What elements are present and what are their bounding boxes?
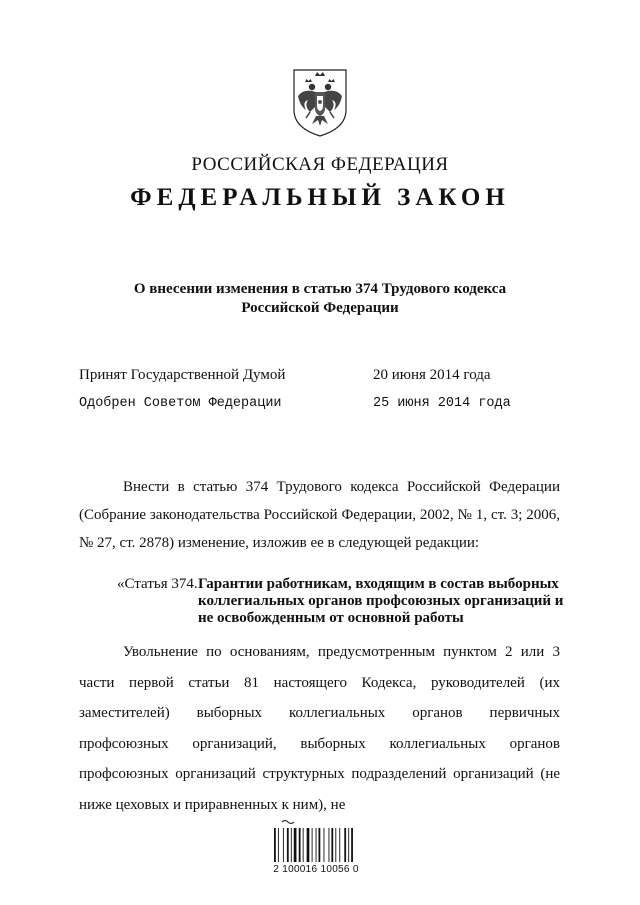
law-title: О внесении изменения в статью 374 Трудового кодекса Российской Федерации	[133, 281, 507, 316]
country-heading: РОССИЙСКАЯ ФЕДЕРАЦИЯ	[191, 154, 449, 175]
article-heading	[117, 576, 577, 627]
article-title: Гарантии работникам, входящим в состав выборных коллегиальных органов профсоюзных организаций и не освобожденным от основной работы	[198, 576, 564, 626]
intro-paragraph: Внести в статью 374 Трудового кодекса Российской Федерации (Собрание законодательства Российской Федерации, 2002, № 1, ст. 3; 2006, № 27, ст. 2878) изменение, изложив ее в следующей редакции:	[79, 479, 560, 551]
article-number: «Статья 374.	[117, 576, 198, 592]
coat-of-arms-icon	[290, 66, 350, 138]
article-paragraph: Увольнение по основаниям, предусмотренным пунктом 2 или 3 части первой статьи 81 настоящего Кодекса, руководителей (их заместителей) выборных коллегиальных органов первичных профсоюзных организаций, выборных коллегиальных органов профсоюзных организаций структурных подразделений организаций (не ниже цеховых и приравненных к ним), не	[79, 644, 560, 813]
adoption-date: 25 июня 2014 года	[373, 396, 511, 411]
adoption-label: Одобрен Советом Федерации	[79, 396, 282, 411]
barcode-digits: 2 100016 10056 0	[273, 864, 359, 875]
law-type-heading: ФЕДЕРАЛЬНЫЙ ЗАКОН	[130, 184, 510, 211]
adoption-label: Принят Государственной Думой	[79, 367, 286, 383]
adoption-date: 20 июня 2014 года	[373, 367, 491, 383]
